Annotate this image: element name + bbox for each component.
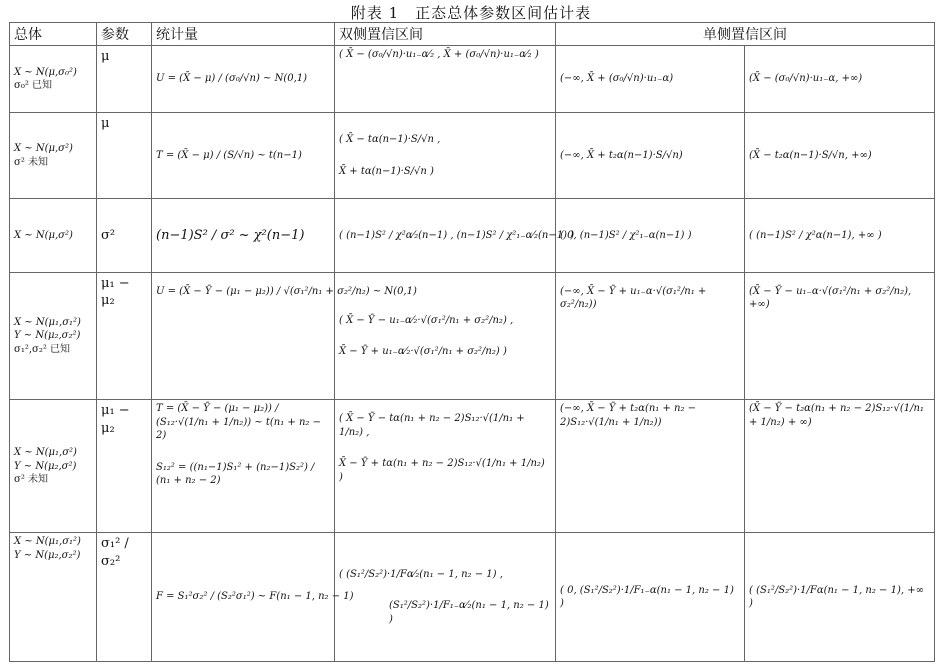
table-row — [10, 272, 935, 400]
statistic-line: T = (X̄ − Ȳ − (μ₁ − μ₂)) / (S₁₂·√(1/n₁ + 1/n₂)) ~ t(n₁ + n₂ − 2) — [156, 403, 321, 442]
population-cell — [10, 533, 97, 662]
two-sided-line: ( (n−1)S² / χ²α⁄₂(n−1) , (n−1)S² / χ²₁₋α⁄₂(n−1) ) — [339, 229, 575, 241]
table-row — [10, 113, 935, 199]
population-line: Y ~ N(μ₂,σ₂²) — [14, 549, 81, 561]
statistic-cell — [152, 272, 417, 400]
header-two-sided: 双侧置信区间 — [335, 23, 556, 46]
header-statistic: 统计量 — [152, 23, 335, 46]
population-line: X ~ N(μ₁,σ₁²) — [14, 316, 81, 328]
population-cell — [10, 400, 97, 533]
population-line: σ² 未知 — [14, 474, 49, 486]
population-line: σ₀² 已知 — [14, 80, 53, 92]
population-line: X ~ N(μ,σ₀²) — [14, 66, 77, 78]
two-sided-line: ( X̄ − tα(n−1)·S/√n , — [339, 134, 441, 146]
two-sided-line: ( X̄ − Ȳ − tα(n₁ + n₂ − 2)S₁₂·√(1/n₁ + 1/n₂) , — [339, 413, 525, 438]
header-population: 总体 — [10, 23, 97, 46]
one-sided-lower-cell: (−∞, X̄ − Ȳ + u₁₋α·√(σ₁²/n₁ + σ₂²/n₂)) — [556, 272, 745, 400]
interval-estimation-table — [9, 22, 935, 662]
table-title: 附表 1 正态总体参数区间估计表 — [350, 4, 592, 22]
one-sided-upper-cell: ( (n−1)S² / χ²α(n−1), +∞ ) — [745, 199, 935, 273]
population-cell — [10, 199, 97, 273]
population-line: σ₁²,σ₂² 已知 — [14, 343, 71, 355]
one-sided-lower-cell: (−∞, X̄ − Ȳ + t₂α(n₁ + n₂ − 2)S₁₂·√(1/n₁ + 1/n₂)) — [556, 400, 745, 533]
two-sided-line: (S₁²/S₂²)·1/F₁₋α⁄₂(n₁ − 1, n₂ − 1) ) — [389, 600, 549, 625]
table-row — [10, 533, 935, 662]
parameter-cell: μ — [97, 46, 152, 113]
one-sided-upper-cell: (X̄ − Ȳ − t₂α(n₁ + n₂ − 2)S₁₂·√(1/n₁ + 1/n₂) + ∞) — [745, 400, 935, 533]
one-sided-lower-cell: (−∞, X̄ + t₂α(n−1)·S/√n) — [556, 113, 745, 199]
two-sided-cell — [335, 199, 575, 273]
population-line: σ² 未知 — [14, 156, 49, 168]
header-parameter: 参数 — [97, 23, 152, 46]
statistic-line: S₁₂² = ((n₁−1)S₁² + (n₂−1)S₂²) / (n₁ + n₂ − 2) — [156, 461, 315, 487]
population-line: X ~ N(μ₁,σ₁²) — [14, 536, 81, 548]
population-cell — [10, 272, 97, 400]
two-sided-cell — [335, 533, 556, 662]
table-row — [10, 199, 935, 273]
two-sided-cell — [335, 46, 556, 113]
statistic-line: T = (X̄ − μ) / (S/√n) ~ t(n−1) — [156, 150, 302, 162]
population-line: X ~ N(μ,σ²) — [14, 229, 73, 241]
statistic-cell — [152, 400, 335, 533]
two-sided-line: ( X̄ − (σ₀/√n)·u₁₋α⁄₂ , X̄ + (σ₀/√n)·u₁₋α⁄₂ ) — [339, 49, 539, 60]
two-sided-line: X̄ − Ȳ + tα(n₁ + n₂ − 2)S₁₂·√(1/n₁ + 1/n₂) ) — [339, 458, 545, 483]
parameter-cell: μ₁ − μ₂ — [97, 400, 152, 533]
one-sided-upper-cell: (X̄ − t₂α(n−1)·S/√n, +∞) — [745, 113, 935, 199]
statistic-cell — [152, 46, 335, 113]
parameter-cell: σ₁² / σ₂² — [97, 533, 152, 662]
two-sided-line: X̄ + tα(n−1)·S/√n ) — [339, 165, 434, 177]
statistic-line: U = (X̄ − μ) / (σ₀/√n) ~ N(0,1) — [156, 73, 308, 85]
statistic-cell — [152, 199, 335, 273]
population-cell — [10, 113, 97, 199]
statistic-line: U = (X̄ − Ȳ − (μ₁ − μ₂)) / √(σ₁²/n₁ + σ₂²/n₂) ~ N(0,1) — [156, 285, 417, 297]
population-cell — [10, 46, 97, 113]
two-sided-cell — [335, 400, 556, 533]
header-one-sided: 单侧置信区间 — [556, 23, 935, 46]
header-row — [10, 23, 935, 46]
one-sided-lower-cell: ( 0, (S₁²/S₂²)·1/F₁₋α(n₁ − 1, n₂ − 1) ) — [556, 533, 745, 662]
parameter-cell: μ — [97, 113, 152, 199]
statistic-cell — [152, 113, 335, 199]
one-sided-lower-cell: (−∞, X̄ + (σ₀/√n)·u₁₋α) — [556, 46, 745, 113]
statistic-line: F = S₁²σ₂² / (S₂²σ₁²) ~ F(n₁ − 1, n₂ − 1) — [156, 591, 354, 603]
one-sided-lower-cell: ( 0, (n−1)S² / χ²₁₋α(n−1) ) — [556, 199, 745, 273]
one-sided-upper-cell: (X̄ − (σ₀/√n)·u₁₋α, +∞) — [745, 46, 935, 113]
table-row — [10, 46, 935, 113]
population-line: Y ~ N(μ₂,σ²) — [14, 460, 77, 472]
two-sided-line: X̄ − Ȳ + u₁₋α⁄₂·√(σ₁²/n₁ + σ₂²/n₂) ) — [339, 346, 507, 358]
table-row — [10, 400, 935, 533]
parameter-cell: σ² — [97, 199, 152, 273]
one-sided-upper-cell: ( (S₁²/S₂²)·1/Fα(n₁ − 1, n₂ − 1), +∞ ) — [745, 533, 935, 662]
statistic-line: (n−1)S² / σ² ~ χ²(n−1) — [156, 227, 305, 243]
population-line: X ~ N(μ,σ²) — [14, 143, 73, 155]
one-sided-upper-cell: (X̄ − Ȳ − u₁₋α·√(σ₁²/n₁ + σ₂²/n₂), +∞) — [745, 272, 935, 400]
two-sided-line: ( X̄ − Ȳ − u₁₋α⁄₂·√(σ₁²/n₁ + σ₂²/n₂) , — [339, 314, 514, 326]
two-sided-cell — [335, 113, 556, 199]
parameter-cell: μ₁ − μ₂ — [97, 272, 152, 400]
statistic-cell — [152, 533, 354, 662]
two-sided-line: ( (S₁²/S₂²)·1/Fα⁄₂(n₁ − 1, n₂ − 1) , — [339, 568, 503, 580]
population-line: Y ~ N(μ₂,σ₂²) — [14, 330, 81, 342]
population-line: X ~ N(μ₁,σ²) — [14, 447, 77, 459]
